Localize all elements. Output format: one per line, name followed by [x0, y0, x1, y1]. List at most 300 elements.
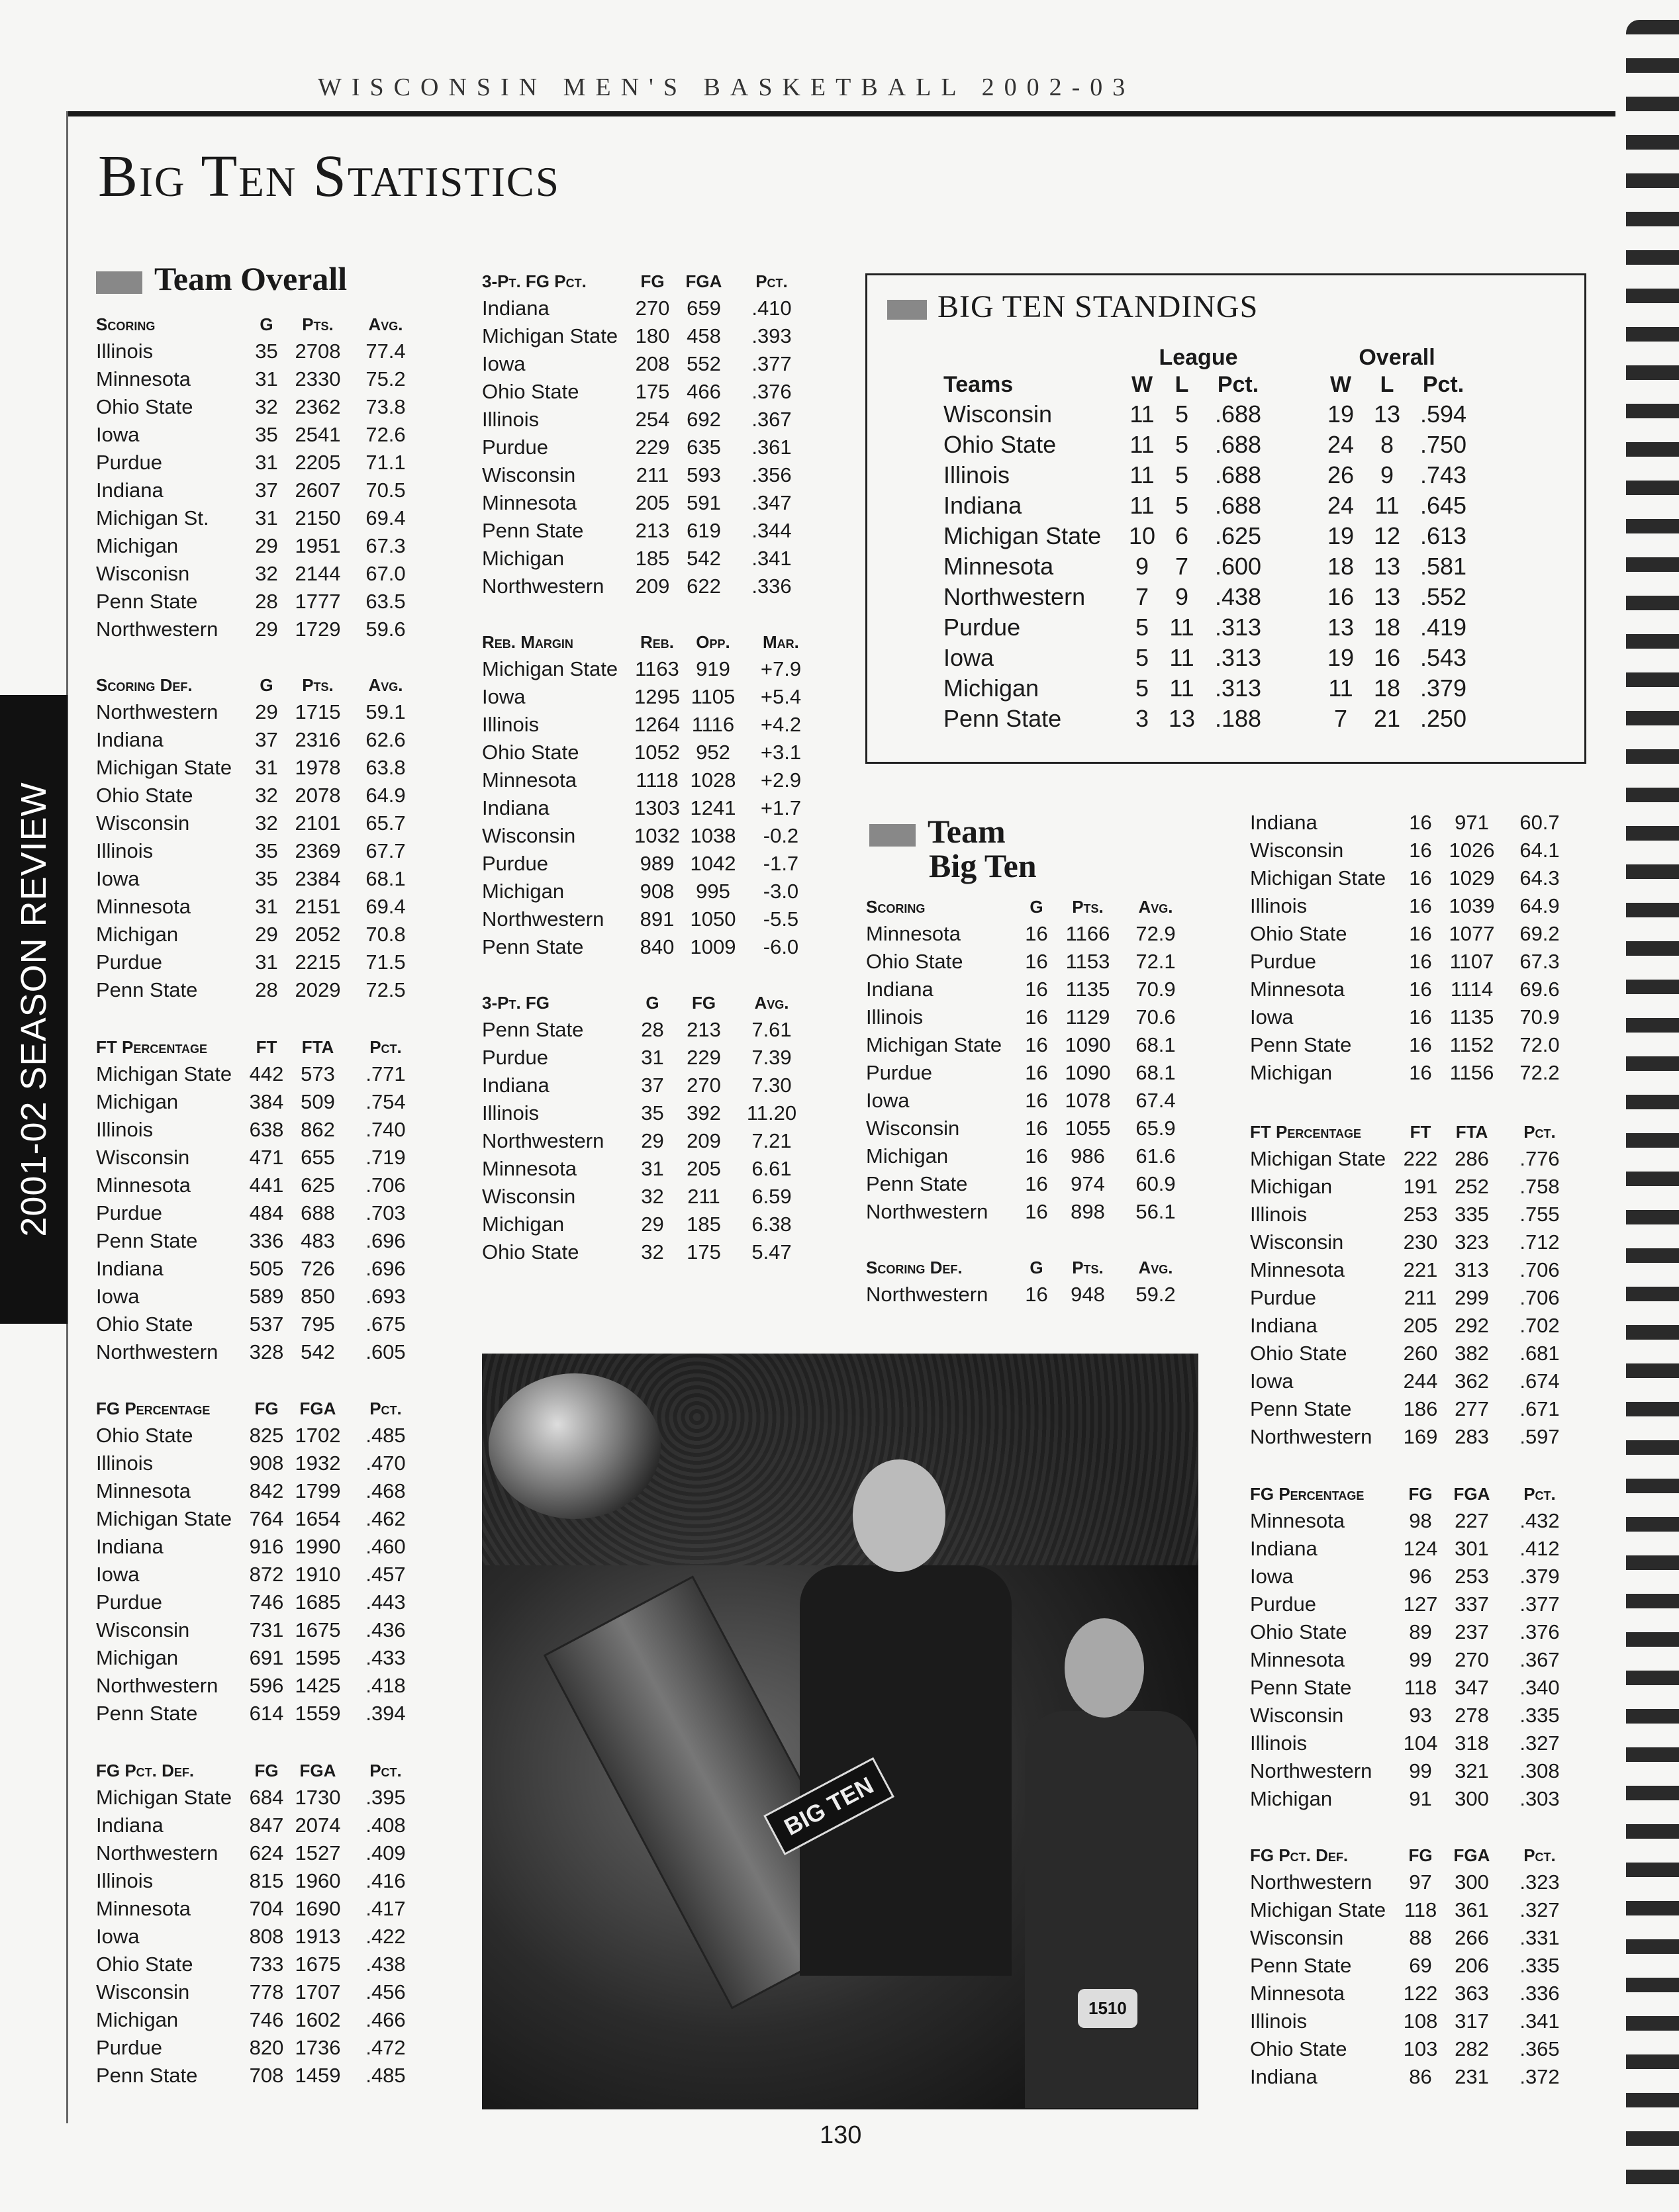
- stat-value-cell: 16: [1025, 1144, 1048, 1168]
- stat-value-cell: .485: [365, 1424, 406, 1447]
- stat-value-cell: .719: [365, 1146, 406, 1169]
- stat-value-cell: 691: [249, 1646, 284, 1669]
- standings-value-cell: 21: [1373, 705, 1401, 732]
- table-row: [482, 295, 806, 322]
- team-name-cell: Illinois: [482, 713, 540, 736]
- stat-value-cell: 69: [1409, 1954, 1432, 1977]
- stat-value-cell: 2384: [295, 867, 341, 890]
- stat-value-cell: 361: [1455, 1898, 1489, 1921]
- table-row: [96, 560, 420, 588]
- table-big-ten-scoring-def-cont: [1250, 809, 1574, 1087]
- table-row: [482, 878, 816, 905]
- stat-value-cell: .468: [365, 1479, 406, 1502]
- stat-value-cell: 635: [687, 436, 721, 459]
- table-row: [1250, 1590, 1574, 1618]
- column-header: FG Percentage: [1250, 1484, 1365, 1504]
- stat-value-cell: 67.7: [365, 839, 406, 862]
- stat-value-cell: .703: [365, 1201, 406, 1224]
- stat-value-cell: 237: [1455, 1620, 1489, 1643]
- stat-value-cell: 995: [696, 880, 730, 903]
- team-name-cell: Ohio State: [1250, 1342, 1347, 1365]
- stat-value-cell: 16: [1409, 1033, 1432, 1056]
- stat-value-cell: 2078: [295, 784, 341, 807]
- team-name-cell: Indiana: [866, 978, 934, 1001]
- stat-value-cell: 2330: [295, 367, 341, 391]
- stat-value-cell: .696: [365, 1229, 406, 1252]
- stat-value-cell: 2215: [295, 950, 341, 974]
- standings-row: [943, 551, 1480, 582]
- table-row: [1250, 920, 1574, 948]
- stat-value-cell: 16: [1409, 950, 1432, 973]
- stat-value-cell: 336: [249, 1229, 284, 1252]
- stat-value-cell: 72.5: [365, 978, 406, 1001]
- table-row: [1250, 1868, 1574, 1896]
- table-row: [482, 406, 806, 434]
- table-row: [96, 1839, 420, 1867]
- stat-value-cell: 1702: [295, 1424, 341, 1447]
- column-header: FTA: [301, 1037, 334, 1057]
- stat-value-cell: 32: [641, 1185, 664, 1208]
- stat-value-cell: 2607: [295, 479, 341, 502]
- table-row: [96, 698, 420, 726]
- stat-value-cell: 1052: [634, 741, 680, 764]
- table-row: [96, 1505, 420, 1533]
- table-row: [96, 948, 420, 976]
- table-row: [482, 739, 816, 766]
- stat-value-cell: 229: [687, 1046, 721, 1069]
- standings-value-cell: 24: [1327, 431, 1355, 458]
- team-name-cell: Minnesota: [1250, 1648, 1345, 1671]
- stat-value-cell: .347: [751, 491, 792, 514]
- stat-value-cell: 2316: [295, 728, 341, 751]
- photo-person-right: [1025, 1711, 1197, 2108]
- column-header: FGA: [299, 1399, 336, 1418]
- stat-value-cell: 97: [1409, 1870, 1432, 1894]
- standings-value-cell: 24: [1327, 492, 1355, 519]
- table-row: [1250, 948, 1574, 976]
- stat-value-cell: 70.5: [365, 479, 406, 502]
- stat-value-cell: .438: [365, 1953, 406, 1976]
- stat-value-cell: 64.3: [1519, 866, 1560, 890]
- team-name-cell: Wisconsin: [482, 463, 576, 486]
- stat-value-cell: 441: [249, 1174, 284, 1197]
- standings-team-cell: Minnesota: [943, 553, 1054, 580]
- stat-value-cell: .367: [751, 408, 792, 431]
- table-row: [96, 1616, 420, 1644]
- stat-value-cell: 552: [687, 352, 721, 375]
- table-row: [482, 655, 816, 683]
- heading-bar: [96, 271, 142, 294]
- stat-value-cell: .470: [365, 1452, 406, 1475]
- stat-value-cell: 7.39: [751, 1046, 792, 1069]
- trophy-cup: [489, 1373, 661, 1519]
- stat-value-cell: 7.30: [751, 1074, 792, 1097]
- stat-value-cell: 72.0: [1519, 1033, 1560, 1056]
- stat-value-cell: 32: [255, 811, 278, 835]
- stat-value-cell: 118: [1404, 1898, 1437, 1921]
- team-name-cell: Ohio State: [1250, 2037, 1347, 2060]
- stat-value-cell: 205: [635, 491, 670, 514]
- stat-value-cell: 1050: [690, 907, 736, 931]
- team-name-cell: Ohio State: [96, 784, 193, 807]
- table-row: [96, 1477, 420, 1505]
- team-name-cell: Minnesota: [96, 895, 191, 918]
- stat-value-cell: 1295: [634, 685, 680, 708]
- table-row: [482, 1238, 806, 1266]
- team-name-cell: Wisconsin: [96, 1146, 190, 1169]
- table-row: [1250, 976, 1574, 1003]
- table-row: [96, 1561, 420, 1589]
- stat-value-cell: 16: [1025, 978, 1048, 1001]
- stat-value-cell: 254: [635, 408, 670, 431]
- table-row: [482, 545, 806, 573]
- spiral-binding: [1626, 20, 1679, 2197]
- microphone-flag: 1510: [1078, 1989, 1137, 2028]
- stat-value-cell: 32: [641, 1240, 664, 1264]
- team-name-cell: Penn State: [96, 1702, 198, 1725]
- table-row: [1250, 1173, 1574, 1201]
- stat-value-cell: 1114: [1450, 978, 1494, 1001]
- table-overall-fg-pct-def: [96, 1751, 420, 2090]
- stat-value-cell: 704: [249, 1897, 284, 1920]
- team-name-cell: Ohio State: [482, 1240, 579, 1264]
- stat-value-cell: 1799: [295, 1479, 341, 1502]
- stat-value-cell: +1.7: [760, 796, 802, 819]
- standings-row: [943, 399, 1480, 430]
- stat-value-cell: .379: [1519, 1565, 1560, 1588]
- standings-value-cell: 12: [1373, 522, 1401, 549]
- team-name-cell: Wisconsin: [482, 824, 576, 847]
- standings-row: [943, 430, 1480, 460]
- standings-value-cell: .594: [1419, 400, 1467, 428]
- stat-value-cell: 733: [249, 1953, 284, 1976]
- standings-value-cell: 5: [1135, 674, 1149, 702]
- column-header: Scoring: [866, 897, 926, 917]
- table-row: [96, 2062, 420, 2090]
- stat-value-cell: 1303: [634, 796, 680, 819]
- stat-value-cell: 318: [1455, 1731, 1489, 1755]
- column-header: FG: [640, 271, 665, 291]
- standings-spacer: [1274, 460, 1314, 490]
- table-row: [96, 865, 420, 893]
- standings-value-cell: 26: [1327, 461, 1355, 488]
- table-row: [482, 794, 816, 822]
- stat-value-cell: 16: [1025, 922, 1048, 945]
- standings-spacer: [1274, 673, 1314, 704]
- standings-value-cell: 7: [1135, 583, 1149, 610]
- stat-value-cell: 72.9: [1135, 922, 1176, 945]
- stat-value-cell: .422: [365, 1925, 406, 1948]
- stat-value-cell: 28: [641, 1018, 664, 1041]
- stat-value-cell: 537: [249, 1313, 284, 1336]
- table-row: [866, 1198, 1190, 1226]
- stat-value-cell: 68.1: [1135, 1061, 1176, 1084]
- team-name-cell: Illinois: [96, 1452, 154, 1475]
- column-header: FG: [254, 1399, 279, 1418]
- team-name-cell: Indiana: [482, 1074, 550, 1097]
- stat-value-cell: 659: [687, 297, 721, 320]
- team-name-cell: Michigan: [96, 1646, 179, 1669]
- stat-value-cell: 815: [249, 1869, 284, 1892]
- table-row: [866, 976, 1190, 1003]
- standings-value-cell: .750: [1419, 431, 1467, 458]
- column-header: G: [260, 314, 273, 334]
- stat-value-cell: 231: [1455, 2065, 1489, 2088]
- team-name-cell: Iowa: [1250, 1565, 1294, 1588]
- stat-value-cell: 77.4: [365, 340, 406, 363]
- stat-value-cell: 335: [1455, 1203, 1489, 1226]
- stat-value-cell: 337: [1455, 1592, 1489, 1616]
- stat-value-cell: 229: [635, 436, 670, 459]
- stat-value-cell: 16: [1409, 894, 1432, 917]
- table-row: [482, 933, 816, 961]
- stat-value-cell: 1675: [295, 1953, 341, 1976]
- stat-value-cell: 71.5: [365, 950, 406, 974]
- table-row: [482, 1016, 806, 1044]
- stat-value-cell: 175: [635, 380, 670, 403]
- standings-value-cell: 11: [1129, 431, 1155, 458]
- stat-value-cell: .443: [365, 1590, 406, 1614]
- standings-column-header: Pct.: [1217, 372, 1259, 397]
- stat-value-cell: 16: [1409, 1061, 1432, 1084]
- table-row: [482, 1155, 806, 1183]
- table-row: [1250, 2035, 1574, 2063]
- stat-value-cell: .308: [1519, 1759, 1560, 1782]
- stat-value-cell: 384: [249, 1090, 284, 1113]
- team-name-cell: Wisconsin: [866, 1117, 960, 1140]
- table-row: [1250, 864, 1574, 892]
- running-head: WISCONSIN MEN'S BASKETBALL 2002-03: [318, 73, 1135, 101]
- stat-value-cell: .356: [751, 463, 792, 486]
- column-header: FT Percentage: [96, 1037, 208, 1057]
- stat-value-cell: -3.0: [763, 880, 799, 903]
- table-row: [482, 1183, 806, 1211]
- stat-value-cell: .696: [365, 1257, 406, 1280]
- stat-value-cell: .456: [365, 1980, 406, 2004]
- stat-value-cell: 16: [1409, 1005, 1432, 1029]
- stat-value-cell: 392: [687, 1101, 721, 1125]
- stat-value-cell: .712: [1519, 1230, 1560, 1254]
- stat-value-cell: 175: [687, 1240, 721, 1264]
- column-header: Scoring Def.: [96, 675, 193, 695]
- team-name-cell: Purdue: [96, 950, 162, 974]
- stat-value-cell: 31: [255, 895, 278, 918]
- stat-value-cell: .367: [1519, 1648, 1560, 1671]
- table-row: [866, 1031, 1190, 1059]
- stat-value-cell: 795: [301, 1313, 335, 1336]
- stat-value-cell: 1736: [295, 2036, 341, 2059]
- stat-value-cell: 952: [696, 741, 730, 764]
- standings-value-cell: 11: [1374, 492, 1400, 519]
- team-name-cell: Michigan: [96, 1090, 179, 1113]
- column-header: G: [1030, 897, 1043, 917]
- team-name-cell: Penn State: [96, 590, 198, 613]
- stat-value-cell: 1090: [1065, 1033, 1111, 1056]
- stat-value-cell: 29: [641, 1213, 664, 1236]
- stat-value-cell: 1029: [1449, 866, 1495, 890]
- stat-value-cell: 103: [1403, 2037, 1438, 2060]
- stat-value-cell: .335: [1519, 1954, 1560, 1977]
- stat-value-cell: 29: [255, 534, 278, 557]
- stat-value-cell: 67.3: [1519, 950, 1560, 973]
- stat-value-cell: 1559: [295, 1702, 341, 1725]
- stat-value-cell: 37: [255, 728, 278, 751]
- stat-value-cell: 278: [1455, 1704, 1489, 1727]
- team-big-ten-heading: [869, 814, 1037, 883]
- table-big-ten-fg-pct-def: [1250, 1835, 1574, 2091]
- standings-value-cell: 19: [1327, 400, 1355, 428]
- stat-value-cell: 840: [640, 935, 675, 958]
- stat-value-cell: 209: [635, 575, 670, 598]
- stat-value-cell: .462: [365, 1507, 406, 1530]
- team-name-cell: Minnesota: [482, 1157, 577, 1180]
- stat-value-cell: .327: [1519, 1731, 1560, 1755]
- stat-value-cell: 2205: [295, 451, 341, 474]
- stat-value-cell: 270: [635, 297, 670, 320]
- team-name-cell: Iowa: [1250, 1005, 1294, 1029]
- stat-value-cell: 89: [1409, 1620, 1432, 1643]
- standings-value-cell: 9: [1135, 553, 1149, 580]
- stat-value-cell: .336: [751, 575, 792, 598]
- team-name-cell: Minnesota: [96, 1897, 191, 1920]
- stat-value-cell: 67.3: [365, 534, 406, 557]
- stat-value-cell: 1166: [1065, 922, 1110, 945]
- team-name-cell: Wisconsin: [1250, 1230, 1344, 1254]
- table-row: [1250, 1256, 1574, 1284]
- stat-value-cell: 31: [641, 1157, 664, 1180]
- standings-value-cell: 19: [1327, 644, 1355, 671]
- team-name-cell: Purdue: [96, 1590, 162, 1614]
- stat-value-cell: +5.4: [760, 685, 802, 708]
- standings-team-cell: Illinois: [943, 461, 1010, 488]
- table-row: [1250, 1729, 1574, 1757]
- stat-value-cell: 56.1: [1135, 1200, 1176, 1223]
- standings-row: [943, 612, 1480, 643]
- team-name-cell: Michigan State: [96, 1507, 232, 1530]
- stat-value-cell: 35: [641, 1101, 664, 1125]
- team-name-cell: Northwestern: [96, 1841, 218, 1865]
- table-row: [1250, 2063, 1574, 2091]
- team-name-cell: Illinois: [1250, 1731, 1308, 1755]
- table-big-ten-ft-pct: [1250, 1112, 1574, 1451]
- standings-row: [943, 490, 1480, 521]
- team-name-cell: Michigan State: [96, 1062, 232, 1085]
- stat-value-cell: 108: [1403, 2009, 1438, 2033]
- standings-team-cell: Northwestern: [943, 583, 1086, 610]
- standings-team-cell: Purdue: [943, 614, 1021, 641]
- table-row: [866, 1003, 1190, 1031]
- stat-value-cell: 1690: [295, 1897, 341, 1920]
- team-name-cell: Iowa: [482, 352, 526, 375]
- team-name-cell: Indiana: [96, 479, 164, 502]
- standings-team-cell: Wisconsin: [943, 400, 1053, 428]
- team-name-cell: Minnesota: [482, 768, 577, 792]
- standings-value-cell: 11: [1169, 644, 1194, 671]
- standings-row: [943, 460, 1480, 490]
- table-row: [96, 1978, 420, 2006]
- table-overall-ft-pct: [96, 1027, 420, 1366]
- stat-value-cell: 35: [255, 867, 278, 890]
- stat-value-cell: 619: [687, 519, 721, 542]
- standings-value-cell: 18: [1373, 674, 1401, 702]
- table-row: [96, 1199, 420, 1227]
- stat-value-cell: .706: [365, 1174, 406, 1197]
- stat-value-cell: 2150: [295, 506, 341, 530]
- stat-value-cell: .457: [365, 1563, 406, 1586]
- stat-value-cell: 286: [1455, 1147, 1489, 1170]
- column-header: G: [1030, 1258, 1043, 1277]
- team-name-cell: Penn State: [96, 2064, 198, 2087]
- stat-value-cell: 31: [255, 506, 278, 530]
- stat-value-cell: 1777: [295, 590, 341, 613]
- team-name-cell: Indiana: [482, 796, 550, 819]
- stat-value-cell: 230: [1403, 1230, 1438, 1254]
- standings-row: [943, 582, 1480, 612]
- standings-value-cell: 9: [1380, 461, 1394, 488]
- stat-value-cell: 29: [255, 700, 278, 723]
- team-name-cell: Penn State: [1250, 1397, 1352, 1420]
- column-header: Reb. Margin: [482, 632, 573, 652]
- stat-value-cell: 974: [1071, 1172, 1105, 1195]
- standings-value-cell: 11: [1129, 461, 1155, 488]
- stat-value-cell: 1107: [1449, 950, 1494, 973]
- team-name-cell: Purdue: [1250, 1286, 1316, 1309]
- standings-value-cell: 13: [1373, 553, 1401, 580]
- column-header: Avg.: [368, 675, 403, 695]
- column-header: Pct.: [1523, 1122, 1556, 1142]
- team-name-cell: Purdue: [1250, 950, 1316, 973]
- team-name-cell: Iowa: [96, 1563, 140, 1586]
- stat-value-cell: 5.47: [751, 1240, 792, 1264]
- stat-value-cell: 180: [635, 324, 670, 347]
- standings-value-cell: .688: [1214, 400, 1262, 428]
- table-row: [482, 461, 806, 489]
- table-row: [482, 822, 816, 850]
- table-row: [96, 726, 420, 754]
- stat-value-cell: 2144: [295, 562, 341, 585]
- column-header: FGA: [1453, 1845, 1490, 1865]
- stat-value-cell: .460: [365, 1535, 406, 1558]
- standings-blank: [943, 345, 1122, 372]
- stat-value-cell: .755: [1519, 1203, 1560, 1226]
- stat-value-cell: 916: [249, 1535, 284, 1558]
- stat-value-cell: 221: [1403, 1258, 1438, 1281]
- stat-value-cell: 1028: [690, 768, 736, 792]
- standings-value-cell: 7: [1333, 705, 1348, 732]
- team-name-cell: Northwestern: [1250, 1870, 1372, 1894]
- stat-value-cell: .418: [365, 1674, 406, 1697]
- stat-value-cell: 266: [1455, 1926, 1489, 1949]
- stat-value-cell: 442: [249, 1062, 284, 1085]
- stat-value-cell: .365: [1519, 2037, 1560, 2060]
- team-name-cell: Indiana: [96, 1535, 164, 1558]
- team-name-cell: Northwestern: [866, 1283, 988, 1306]
- stat-value-cell: 1425: [295, 1674, 341, 1697]
- stat-value-cell: 16: [1409, 839, 1432, 862]
- standings-value-cell: 18: [1373, 614, 1401, 641]
- stat-value-cell: 842: [249, 1479, 284, 1502]
- stat-value-cell: 169: [1403, 1425, 1438, 1448]
- table-row: [96, 1116, 420, 1144]
- stat-value-cell: 73.8: [365, 395, 406, 418]
- stat-value-cell: .472: [365, 2036, 406, 2059]
- table-row: [866, 1142, 1190, 1170]
- team-name-cell: Michigan: [96, 534, 179, 557]
- page-title: Big Ten Statistics: [98, 144, 560, 209]
- team-name-cell: Minnesota: [96, 1479, 191, 1502]
- stat-value-cell: 483: [301, 1229, 335, 1252]
- stat-value-cell: .331: [1519, 1926, 1560, 1949]
